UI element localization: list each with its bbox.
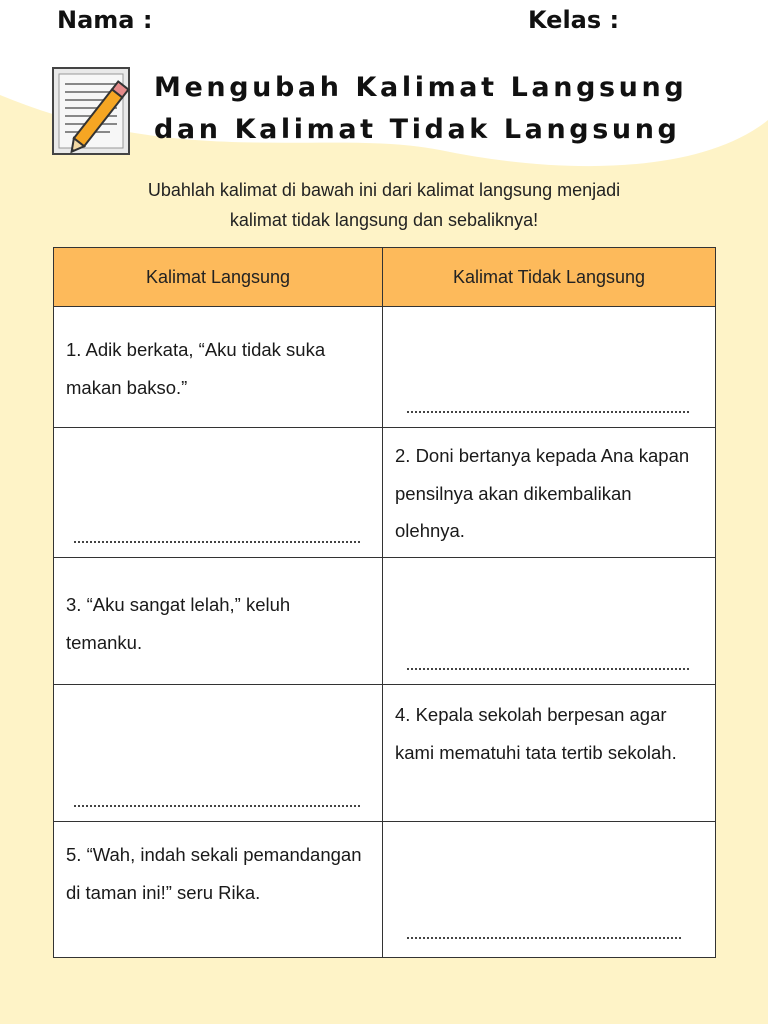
answer-dotted-line[interactable] (74, 805, 360, 807)
question-cell (54, 558, 383, 685)
nama-label: Nama : (57, 6, 153, 34)
question-cell (54, 822, 383, 958)
question-text: 5. “Wah, indah sekali pemandangan di taman ini!” seru Rika. (66, 844, 362, 903)
answer-cell[interactable] (383, 558, 716, 685)
answer-cell[interactable] (383, 307, 716, 428)
question-text: 3. “Aku sangat lelah,” keluh temanku. (66, 594, 291, 653)
answer-cell[interactable] (54, 685, 383, 822)
instruction-line-2: kalimat tidak langsung dan sebaliknya! (229, 210, 539, 230)
table-row (54, 307, 716, 428)
table-header-row (54, 248, 716, 307)
instruction-line-1: Ubahlah kalimat di bawah ini dari kalimat langsung menjadi (147, 180, 621, 200)
answer-dotted-line[interactable] (74, 541, 360, 543)
instruction-text (80, 175, 688, 235)
question-text: 4. Kepala sekolah berpesan agar kami mematuhi tata tertib sekolah. (395, 704, 677, 763)
header-kalimat-langsung: Kalimat Langsung (54, 248, 383, 307)
answer-cell[interactable] (54, 428, 383, 558)
question-text: 1. Adik berkata, “Aku tidak suka makan bakso.” (66, 339, 326, 398)
table-row (54, 428, 716, 558)
question-cell (383, 685, 716, 822)
table-row (54, 558, 716, 685)
kelas-label: Kelas : (528, 6, 620, 34)
answer-dotted-line[interactable] (407, 668, 689, 670)
answer-cell[interactable] (383, 822, 716, 958)
table-row (54, 685, 716, 822)
question-text: 2. Doni bertanya kepada Ana kapan pensilnya akan dikembalikan olehnya. (395, 445, 690, 541)
title-line-2: dan Kalimat Tidak Langsung (154, 114, 681, 145)
answer-dotted-line[interactable] (407, 411, 689, 413)
title-line-1: Mengubah Kalimat Langsung (154, 72, 688, 103)
question-cell (54, 307, 383, 428)
question-cell (383, 428, 716, 558)
answer-dotted-line[interactable] (407, 937, 681, 939)
notepad-pencil-icon (50, 62, 154, 158)
exercise-table (53, 247, 716, 958)
header-kalimat-tidak-langsung: Kalimat Tidak Langsung (383, 248, 716, 307)
table-row (54, 822, 716, 958)
